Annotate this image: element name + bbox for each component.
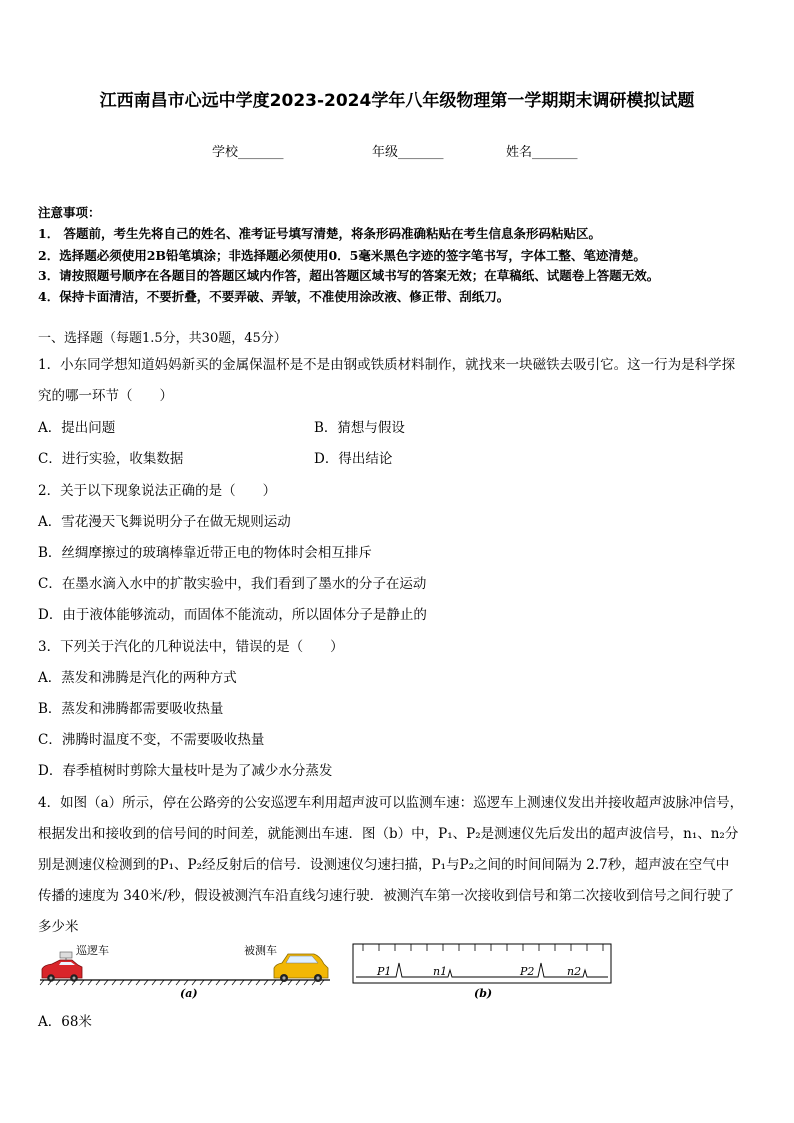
q2-option-a: A．雪花漫天飞舞说明分子在做无规则运动 bbox=[38, 514, 291, 530]
q1-option-d: D．得出结论 bbox=[314, 451, 393, 467]
target-car-label: 被测车 bbox=[244, 944, 277, 957]
figure-b bbox=[353, 944, 611, 1000]
label-n1: n1 bbox=[433, 965, 448, 978]
q1-stem-line1: 1．小东同学想知道妈妈新买的金属保温杯是不是由钢或铁质材料制作，就找来一块磁铁去吸引它。这一行为是科学探 bbox=[38, 357, 736, 373]
q2-option-b: B．丝绸摩擦过的玻璃棒靠近带正电的物体时会相互排斥 bbox=[38, 545, 372, 561]
caption-a: (a) bbox=[180, 987, 198, 1000]
q2-stem: 2．关于以下现象说法正确的是（ ） bbox=[38, 483, 277, 499]
section-heading: 一、选择题（每题1.5分，共30题，45分） bbox=[38, 331, 287, 346]
target-car-icon bbox=[274, 954, 328, 982]
q3-option-d: D．春季植树时剪除大量枝叶是为了减少水分蒸发 bbox=[38, 763, 333, 779]
note-item: 3．请按照题号顺序在各题目的答题区域内作答，超出答题区域书写的答案无效；在草稿纸、试题卷上答题无效。 bbox=[38, 268, 660, 283]
q1-stem-line2: 究的哪一环节（ ） bbox=[38, 388, 173, 404]
notes-heading: 注意事项： bbox=[38, 205, 101, 220]
grade-field: 年级_______ bbox=[372, 145, 444, 160]
q4-stem-line2: 根据发出和接收到的信号间的时间差，就能测出车速．图（b）中，P₁、P₂是测速仪先后发出的超声波信号，n₁、n₂分 bbox=[38, 826, 739, 842]
name-field: 姓名_______ bbox=[506, 145, 578, 160]
q3-option-b: B．蒸发和沸腾都需要吸收热量 bbox=[38, 701, 224, 717]
label-p2: P2 bbox=[520, 965, 535, 978]
q4-stem-line5: 多少米 bbox=[38, 919, 79, 935]
note-item: 1． 答题前，考生先将自己的姓名、准考证号填写清楚，将条形码准确粘贴在考生信息条形码粘贴区。 bbox=[38, 226, 602, 241]
q1-option-b: B．猜想与假设 bbox=[314, 420, 405, 436]
school-field: 学校_______ bbox=[212, 145, 284, 160]
q3-stem: 3．下列关于汽化的几种说法中，错误的是（ ） bbox=[38, 639, 344, 655]
q1-option-a: A．提出问题 bbox=[38, 420, 116, 436]
q2-option-c: C．在墨水滴入水中的扩散实验中，我们看到了墨水的分子在运动 bbox=[38, 576, 427, 592]
q2-option-d: D．由于液体能够流动，而固体不能流动，所以固体分子是静止的 bbox=[38, 607, 427, 623]
patrol-car-label: 巡逻车 bbox=[76, 944, 109, 957]
page-title: 江西南昌市心远中学度2023-2024学年八年级物理第一学期期末调研模拟试题 bbox=[99, 91, 695, 111]
q4-stem-line4: 传播的速度为 340米/秒，假设被测汽车沿直线匀速行驶．被测汽车第一次接收到信号和第二次接收到信号之间行驶了 bbox=[38, 888, 735, 904]
q1-option-c: C．进行实验，收集数据 bbox=[38, 451, 184, 467]
speed-measurement-figure bbox=[38, 940, 618, 1000]
caption-b: (b) bbox=[474, 987, 493, 1000]
note-item: 4．保持卡面清洁，不要折叠，不要弄破、弄皱，不准使用涂改液、修正带、刮纸刀。 bbox=[38, 289, 510, 304]
figure-a bbox=[40, 943, 330, 1000]
q4-stem-line3: 别是测速仪检测到的P₁、P₂经反射后的信号．设测速仪匀速扫描，P₁与P₂之间的时间间隔为 2.7秒，超声波在空气中 bbox=[38, 857, 730, 873]
q4-option-a: A．68米 bbox=[38, 1014, 92, 1030]
label-n2: n2 bbox=[567, 965, 582, 978]
q3-option-a: A．蒸发和沸腾是汽化的两种方式 bbox=[38, 670, 237, 686]
q3-option-c: C．沸腾时温度不变，不需要吸收热量 bbox=[38, 732, 265, 748]
scale-ticks bbox=[363, 944, 603, 951]
label-p1: P1 bbox=[377, 965, 392, 978]
note-item: 2．选择题必须使用2B铅笔填涂；非选择题必须使用0．5毫米黑色字迹的签字笔书写，字体工整、笔迹清楚。 bbox=[38, 248, 646, 263]
q4-stem-line1: 4．如图（a）所示，停在公路旁的公安巡逻车利用超声波可以监测车速：巡逻车上测速仪发出并接收超声波脉冲信号， bbox=[38, 795, 744, 811]
